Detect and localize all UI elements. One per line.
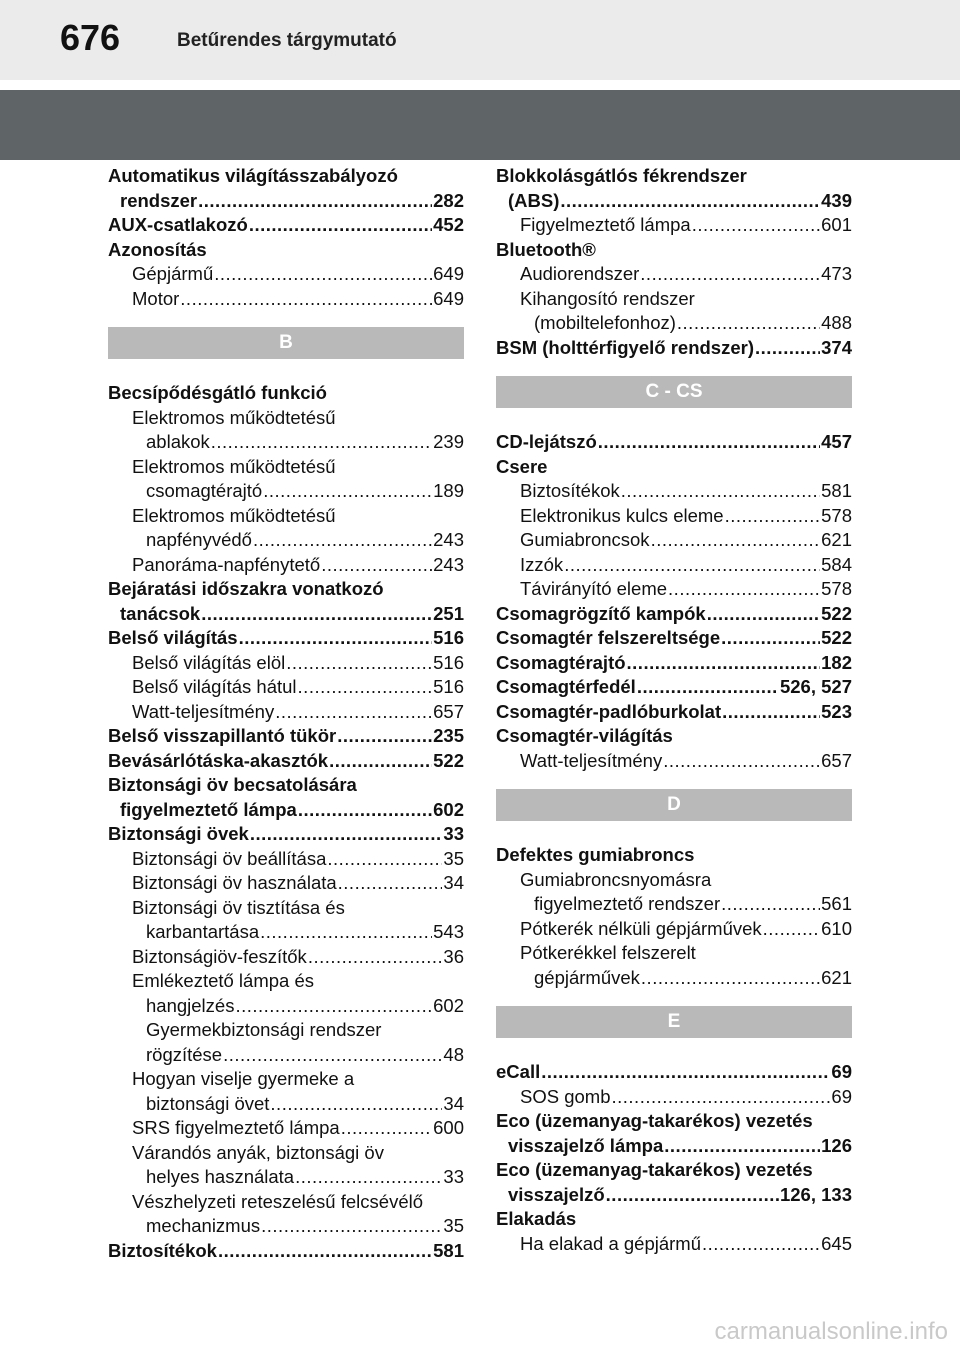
entry-label: Biztonsági öv becsatolására: [108, 774, 357, 795]
dot-leader: [298, 675, 433, 700]
entry-label: AUX-csatlakozó: [108, 214, 248, 235]
page-reference: 516: [433, 651, 464, 673]
header-band: [0, 90, 960, 160]
index-entry: [108, 1239, 464, 1264]
entry-label: gépjárművek: [534, 966, 640, 988]
dot-leader: [249, 213, 432, 238]
index-entry: [108, 287, 464, 312]
index-entry: [108, 1190, 464, 1215]
entry-label: Elektromos működtetésű: [132, 504, 336, 526]
dot-leader: [298, 798, 432, 823]
index-entry: [108, 945, 464, 970]
index-entry: [108, 675, 464, 700]
index-entry: [496, 553, 852, 578]
index-entry: [496, 843, 852, 868]
entry-label: Eco (üzemanyag-takarékos) vezetés: [496, 1159, 813, 1180]
entry-label: Automatikus világításszabályozó: [108, 165, 398, 186]
entry-label: Elektronikus kulcs eleme: [520, 504, 724, 526]
dot-leader: [308, 945, 443, 970]
entry-label: Pótkerékkel felszerelt: [520, 942, 696, 963]
dot-leader: [214, 262, 432, 287]
index-entry: [108, 553, 464, 578]
index-entry: [496, 1158, 852, 1183]
header-bar: [0, 0, 960, 80]
dot-leader: [560, 189, 820, 214]
page-reference: 126: [821, 1134, 852, 1156]
index-entry: [108, 626, 464, 651]
index-entry: [108, 773, 464, 798]
entry-label: Bluetooth®: [496, 238, 596, 260]
dot-leader: [286, 651, 432, 676]
dot-leader: [338, 871, 443, 896]
dot-leader: [341, 1116, 432, 1141]
entry-label: Watt-teljesítmény: [520, 749, 663, 771]
section-header: E: [496, 1006, 852, 1038]
index-entry: [108, 479, 464, 504]
entry-label: Watt-teljesítmény: [132, 700, 275, 722]
page-reference: 126, 133: [779, 1183, 852, 1205]
dot-leader: [223, 1043, 442, 1068]
page-reference: 610: [821, 917, 852, 939]
index-entry: [108, 651, 464, 676]
entry-label: biztonsági övet: [146, 1092, 270, 1114]
dot-leader: [541, 1060, 830, 1085]
index-entry: [108, 847, 464, 872]
page-reference: 452: [433, 214, 464, 235]
page-reference: 69: [831, 1085, 852, 1107]
dot-leader: [637, 675, 779, 700]
entry-label: Belső világítás elöl: [132, 651, 286, 673]
entry-label: Belső világítás: [108, 627, 238, 648]
dot-leader: [263, 479, 432, 504]
index-entry: [108, 381, 464, 406]
entry-label: Elektromos működtetésű: [132, 455, 336, 477]
index-entry: [496, 892, 852, 917]
index-entry: [496, 651, 852, 676]
dot-leader: [692, 213, 820, 238]
page-reference: 374: [821, 336, 852, 358]
dot-leader: [327, 847, 442, 872]
page-reference: 578: [821, 504, 852, 526]
section-header: C - CS: [496, 376, 852, 408]
page-reference: 243: [433, 553, 464, 575]
page-reference: 621: [821, 529, 852, 550]
index-entry: [496, 868, 852, 893]
index-entry: [496, 1207, 852, 1232]
entry-label: Belső világítás hátul: [132, 676, 297, 697]
page-reference: 645: [821, 1232, 852, 1254]
dot-leader: [564, 553, 820, 578]
index-entry: [496, 164, 852, 189]
index-entry: [496, 213, 852, 238]
index-entry: [496, 262, 852, 287]
page-reference: 282: [433, 189, 464, 211]
entry-label: Gépjármű: [132, 263, 214, 284]
index-entry: [108, 164, 464, 189]
entry-label: Belső visszapillantó tükör: [108, 725, 337, 746]
dot-leader: [651, 528, 821, 553]
entry-label: SOS gomb: [520, 1085, 611, 1107]
page-reference: 35: [443, 1215, 464, 1236]
index-entry: [496, 287, 852, 312]
page-reference: 522: [433, 749, 464, 771]
index-entry: [108, 724, 464, 749]
index-entry: [108, 1165, 464, 1190]
entry-label: Elakadás: [496, 1208, 577, 1229]
page-reference: 439: [821, 189, 852, 211]
page-reference: 516: [433, 627, 464, 648]
entry-label: (ABS): [508, 189, 560, 211]
dot-leader: [606, 1183, 779, 1208]
index-entry: [496, 1183, 852, 1208]
dot-leader: [261, 1214, 442, 1239]
page-reference: 48: [443, 1043, 464, 1065]
page-reference: 69: [831, 1061, 852, 1082]
entry-label: rögzítése: [146, 1043, 223, 1065]
section-header: B: [108, 327, 464, 359]
entry-label: figyelmeztető rendszer: [534, 893, 721, 914]
entry-label: eCall: [496, 1061, 541, 1082]
page-reference: 182: [821, 651, 852, 673]
index-entry: [496, 941, 852, 966]
page-reference: 34: [443, 872, 464, 893]
entry-label: Audiorendszer: [520, 263, 640, 284]
index-entry: [108, 213, 464, 238]
page-reference: 522: [821, 627, 852, 648]
dot-leader: [598, 430, 820, 455]
page-reference: 657: [433, 700, 464, 722]
entry-label: Eco (üzemanyag-takarékos) vezetés: [496, 1110, 813, 1131]
index-entry: [496, 238, 852, 263]
index-entry: [108, 1067, 464, 1092]
dot-leader: [270, 1092, 442, 1117]
entry-label: Vészhelyzeti reteszelésű felcsévélő: [132, 1190, 424, 1212]
entry-label: Azonosítás: [108, 238, 207, 260]
dot-leader: [664, 1134, 820, 1159]
index-entry: [496, 749, 852, 774]
index-entry: [108, 1092, 464, 1117]
entry-label: figyelmeztető lámpa: [120, 798, 297, 820]
page-reference: 189: [433, 480, 464, 501]
dot-leader: [702, 1232, 820, 1257]
entry-label: Elektromos működtetésű: [132, 406, 336, 428]
index-column-left: [108, 164, 464, 1263]
dot-leader: [253, 528, 432, 553]
dot-leader: [677, 311, 820, 336]
page-reference: 602: [433, 798, 464, 820]
index-entry: [108, 1043, 464, 1068]
index-entry: [108, 430, 464, 455]
dot-leader: [337, 724, 432, 749]
page-reference: 251: [433, 602, 464, 624]
watermark: carmanualsonline.info: [714, 1318, 948, 1345]
index-entry: [108, 528, 464, 553]
page-reference: 584: [821, 553, 852, 575]
entry-label: mechanizmus: [146, 1215, 261, 1236]
page-reference: 543: [433, 921, 464, 942]
dot-leader: [763, 917, 820, 942]
entry-label: Ha elakad a gépjármű: [520, 1232, 701, 1254]
index-entry: [496, 675, 852, 700]
entry-label: Gumiabroncsok: [520, 529, 650, 550]
entry-label: Távirányító eleme: [520, 578, 668, 599]
entry-label: visszajelző: [508, 1183, 605, 1205]
index-entry: [496, 1085, 852, 1110]
index-column-right: [496, 164, 852, 1256]
dot-leader: [239, 626, 433, 651]
entry-label: Biztonságiöv-feszítők: [132, 945, 307, 967]
index-entry: [108, 1141, 464, 1166]
entry-label: Pótkerék nélküli gépjárművek: [520, 917, 762, 939]
entry-label: Csomagtérfedél: [496, 676, 636, 697]
page-title: Betűrendes tárgymutató: [177, 30, 397, 51]
page-reference: 561: [821, 893, 852, 914]
entry-label: Biztonsági övek: [108, 823, 249, 844]
index-entry: [496, 528, 852, 553]
page-reference: 243: [433, 529, 464, 550]
index-entry: [108, 455, 464, 480]
entry-label: Izzók: [520, 553, 564, 575]
index-entry: [496, 626, 852, 651]
index-entry: [108, 896, 464, 921]
index-entry: [108, 798, 464, 823]
entry-label: Defektes gumiabroncs: [496, 844, 695, 865]
entry-label: tanácsok: [120, 602, 201, 624]
entry-label: Biztonsági öv tisztítása és: [132, 896, 345, 918]
page-reference: 457: [821, 431, 852, 452]
entry-label: visszajelző lámpa: [508, 1134, 664, 1156]
index-entry: [496, 577, 852, 602]
dot-leader: [321, 553, 432, 578]
index-entry: [108, 504, 464, 529]
dot-leader: [621, 479, 820, 504]
index-entry: [108, 406, 464, 431]
index-entry: [108, 262, 464, 287]
page-reference: 473: [821, 263, 852, 284]
page-reference: 581: [433, 1239, 464, 1261]
dot-leader: [218, 1239, 432, 1264]
page-reference: 239: [433, 431, 464, 452]
entry-label: ablakok: [146, 431, 210, 452]
page-reference: 649: [433, 263, 464, 284]
entry-label: Várandós anyák, biztonsági öv: [132, 1141, 384, 1163]
dot-leader: [668, 577, 820, 602]
dot-leader: [329, 749, 432, 774]
entry-label: SRS figyelmeztető lámpa: [132, 1117, 340, 1138]
page-reference: 33: [443, 823, 464, 844]
index-entry: [496, 479, 852, 504]
index-entry: [108, 1018, 464, 1043]
page-reference: 235: [433, 725, 464, 746]
entry-label: hangjelzés: [146, 994, 235, 1016]
dot-leader: [235, 994, 432, 1019]
entry-label: Biztonsági öv beállítása: [132, 847, 327, 869]
entry-label: Csere: [496, 455, 548, 477]
index-entry: [496, 1060, 852, 1085]
entry-label: Blokkolásgátlós fékrendszer: [496, 165, 747, 186]
entry-label: Hogyan viselje gyermeke a: [132, 1068, 355, 1089]
entry-label: Csomagtér felszereltsége: [496, 627, 721, 648]
page-number: 676: [60, 17, 121, 58]
entry-label: Biztosítékok: [108, 1239, 217, 1261]
entry-label: Figyelmeztető lámpa: [520, 214, 691, 235]
page-reference: 522: [821, 602, 852, 624]
section-header: D: [496, 789, 852, 821]
entry-label: Csomagtér-világítás: [496, 725, 673, 746]
dot-leader: [201, 602, 432, 627]
dot-leader: [198, 189, 432, 214]
page-reference: 649: [433, 287, 464, 309]
index-entry: [108, 577, 464, 602]
entry-label: Gyermekbiztonsági rendszer: [146, 1019, 382, 1040]
index-entry: [496, 966, 852, 991]
entry-label: Motor: [132, 287, 180, 309]
index-entry: [108, 822, 464, 847]
entry-label: BSM (holttérfigyelő rendszer): [496, 336, 754, 358]
index-entry: [108, 969, 464, 994]
index-entry: [108, 1116, 464, 1141]
entry-label: Csomagtérajtó: [496, 651, 626, 673]
page-reference: 523: [821, 700, 852, 722]
page-reference: 33: [443, 1166, 464, 1187]
index-entry: [108, 994, 464, 1019]
page-reference: 36: [443, 945, 464, 967]
page-reference: 602: [433, 994, 464, 1016]
index-entry: [496, 1134, 852, 1159]
dot-leader: [755, 336, 820, 361]
index-entry: [496, 430, 852, 455]
page-reference: 600: [433, 1117, 464, 1138]
page-reference: 581: [821, 480, 852, 501]
page-reference: 621: [821, 966, 852, 988]
index-entry: [108, 602, 464, 627]
dot-leader: [641, 966, 820, 991]
index-entry: [496, 189, 852, 214]
index-entry: [496, 455, 852, 480]
entry-label: Kihangosító rendszer: [520, 287, 695, 309]
dot-leader: [663, 749, 820, 774]
index-entry: [496, 700, 852, 725]
dot-leader: [640, 262, 820, 287]
dot-leader: [295, 1165, 442, 1190]
entry-label: Bevásárlótáska-akasztók: [108, 749, 329, 771]
dot-leader: [612, 1085, 831, 1110]
dot-leader: [627, 651, 821, 676]
entry-label: Csomagtér-padlóburkolat: [496, 700, 722, 722]
index-entry: [496, 1232, 852, 1257]
entry-label: Bejáratási időszakra vonatkozó: [108, 578, 384, 599]
index-entry: [496, 602, 852, 627]
dot-leader: [260, 920, 432, 945]
index-entry: [496, 311, 852, 336]
page-reference: 578: [821, 578, 852, 599]
entry-label: napfényvédő: [146, 529, 252, 550]
index-entry: [108, 238, 464, 263]
index-entry: [108, 920, 464, 945]
index-entry: [496, 336, 852, 361]
dot-leader: [211, 430, 432, 455]
entry-label: Csomagrögzítő kampók: [496, 602, 706, 624]
entry-label: CD-lejátszó: [496, 431, 597, 452]
index-entry: [108, 700, 464, 725]
entry-label: karbantartása: [146, 921, 260, 942]
dot-leader: [180, 287, 432, 312]
dot-leader: [721, 626, 820, 651]
entry-label: csomagtérajtó: [146, 480, 263, 501]
dot-leader: [721, 892, 820, 917]
page-reference: 657: [821, 749, 852, 771]
index-entry: [108, 749, 464, 774]
entry-label: Becsípődésgátló funkció: [108, 382, 327, 403]
dot-leader: [250, 822, 443, 847]
entry-label: rendszer: [120, 189, 198, 211]
page-reference: 488: [821, 312, 852, 333]
page-reference: 34: [443, 1092, 464, 1114]
entry-label: Biztonsági öv használata: [132, 872, 337, 893]
index-entry: [108, 1214, 464, 1239]
page-reference: 526, 527: [779, 676, 852, 697]
index-entry: [496, 917, 852, 942]
dot-leader: [725, 504, 821, 529]
entry-label: Emlékeztető lámpa és: [132, 970, 315, 991]
entry-label: Gumiabroncsnyomásra: [520, 868, 712, 890]
page-reference: 35: [443, 847, 464, 869]
index-entry: [496, 504, 852, 529]
index-entry: [108, 189, 464, 214]
entry-label: Panoráma-napfénytető: [132, 553, 321, 575]
page-reference: 516: [433, 676, 464, 697]
page-reference: 601: [821, 214, 852, 235]
index-entry: [496, 1109, 852, 1134]
dot-leader: [275, 700, 432, 725]
index-entry: [496, 724, 852, 749]
entry-label: (mobiltelefonhoz): [534, 312, 676, 333]
dot-leader: [707, 602, 820, 627]
entry-label: Biztosítékok: [520, 480, 620, 501]
index-entry: [108, 871, 464, 896]
entry-label: helyes használata: [146, 1166, 295, 1187]
dot-leader: [722, 700, 820, 725]
